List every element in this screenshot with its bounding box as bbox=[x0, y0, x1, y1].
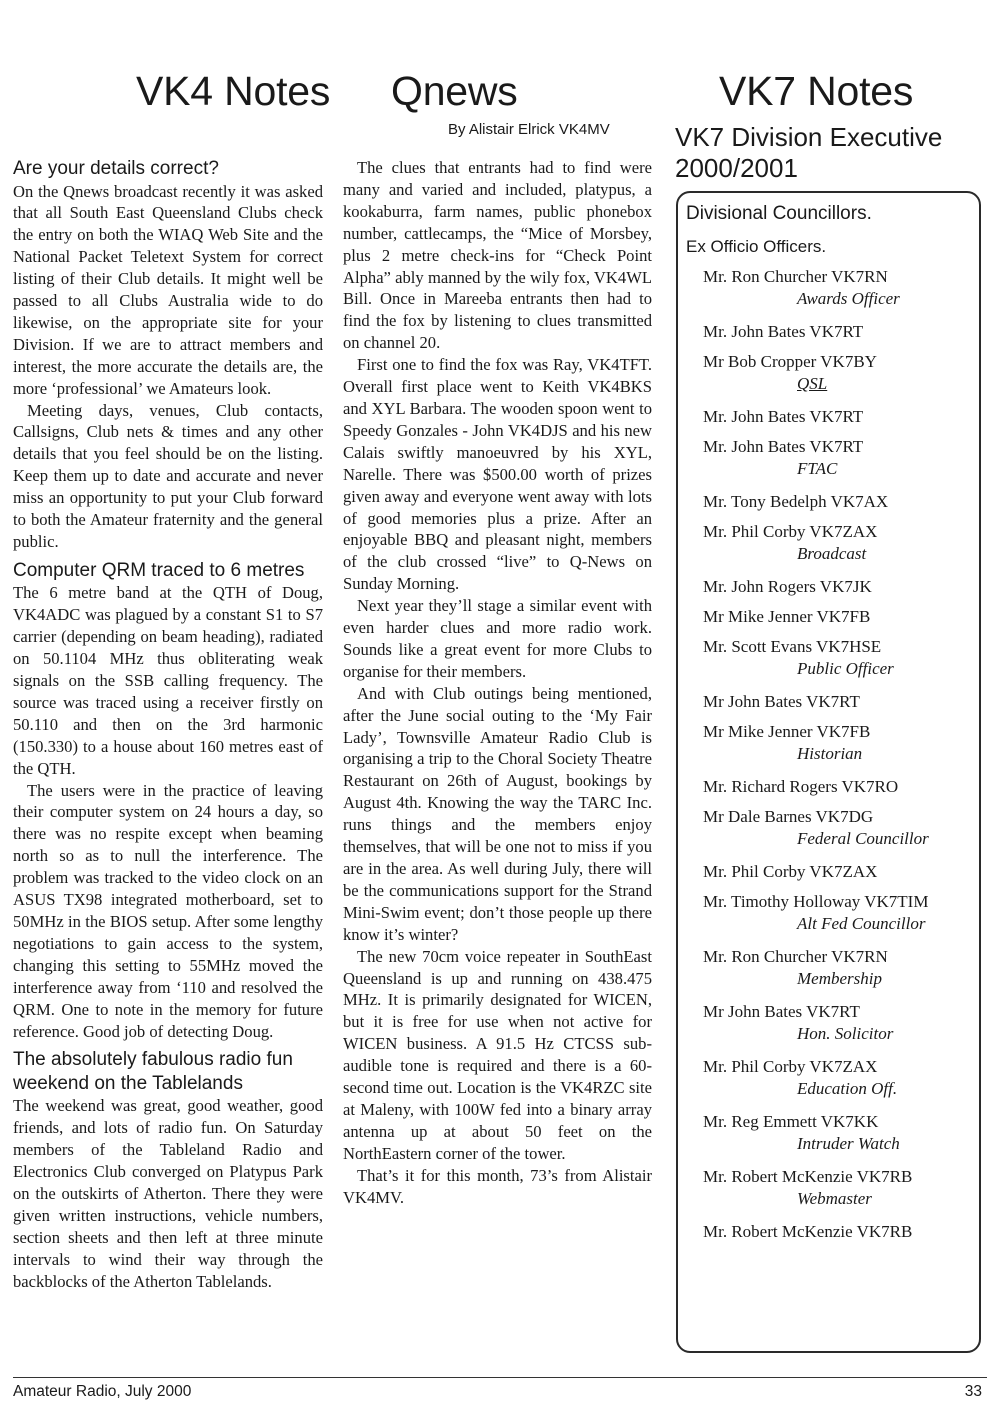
councillor-entry bbox=[686, 406, 979, 428]
councillor-entry bbox=[686, 806, 979, 850]
councillor-name: Mr Dale Barnes VK7DG bbox=[703, 807, 874, 826]
councillor-entry bbox=[686, 861, 979, 883]
councillor-name: Mr John Bates VK7RT bbox=[703, 692, 860, 711]
councillor-name: Mr Bob Cropper VK7BY bbox=[703, 352, 877, 371]
footer-publication: Amateur Radio, July 2000 bbox=[13, 1383, 192, 1400]
councillor-entry bbox=[686, 776, 979, 798]
councillor-entry bbox=[686, 491, 979, 513]
article-column-2 bbox=[343, 157, 652, 1209]
councillor-name: Mr Mike Jenner VK7FB bbox=[703, 722, 871, 741]
councillor-name: Mr. Robert McKenzie VK7RB bbox=[703, 1167, 913, 1186]
councillor-name: Mr. Richard Rogers VK7RO bbox=[703, 777, 899, 796]
councillor-role: Webmaster bbox=[797, 1189, 872, 1208]
councillor-entry bbox=[686, 1166, 979, 1210]
councillor-role: Federal Councillor bbox=[797, 829, 929, 848]
councillor-name: Mr. John Bates VK7RT bbox=[703, 437, 864, 456]
councillor-entry bbox=[686, 721, 979, 765]
councillor-entry bbox=[686, 1056, 979, 1100]
article-paragraph: Meeting days, venues, Club contacts, Callsigns, Club nets & times and any other details that you feel should be on the listing. Keep them up to date and accurate and never miss an opportunity to put your Club forward to both the Amateur fraternity and the general public. bbox=[13, 400, 323, 551]
councillor-name: Mr. Phil Corby VK7ZAX bbox=[703, 1057, 878, 1076]
councillor-role: Hon. Solicitor bbox=[797, 1024, 894, 1043]
councillor-entry bbox=[686, 521, 979, 565]
article-paragraph: On the Qnews broadcast recently it was asked that all South East Queensland Clubs check the entry on both the WIAQ Web Site and the National Packet Teletext System for correct listing of their Club details. It might well be passed to all Clubs Australia wide to do likewise, on the appropriate site for your Division. If we are to attract members and interest, the more accurate the details are, the more ‘professional’ we Amateurs look. bbox=[13, 181, 323, 398]
councillor-entry bbox=[686, 436, 979, 480]
councillor-entry bbox=[686, 636, 979, 680]
councillor-entry bbox=[686, 576, 979, 598]
councillor-name: Mr. Reg Emmett VK7KK bbox=[703, 1112, 879, 1131]
councillor-name: Mr. Phil Corby VK7ZAX bbox=[703, 522, 878, 541]
councillor-entry bbox=[686, 606, 979, 628]
councillor-name: Mr. Ron Churcher VK7RN bbox=[703, 267, 888, 286]
councillor-name: Mr. Tony Bedelph VK7AX bbox=[703, 492, 889, 511]
article-paragraph: And with Club outings being mentioned, after the June social outing to the ‘My Fair Lady’, Townsville Amateur Radio Club is organising a trip to the Choral Society Theatre Restaurant on 26th of August, bookings by August 4th. Knowing the way the TARC Inc. runs things and the members enjoy themselves, that will be one not to miss if you are in the area. As well during July, there will be the communications support for the Strand Mini-Swim event; don’t those people up there know it’s winter? bbox=[343, 683, 652, 944]
councillor-name: Mr. Phil Corby VK7ZAX bbox=[703, 862, 878, 881]
councillor-name: Mr John Bates VK7RT bbox=[703, 1002, 860, 1021]
councillor-entry bbox=[686, 351, 979, 395]
councillor-role: Intruder Watch bbox=[797, 1134, 900, 1153]
councillor-entry bbox=[686, 321, 979, 343]
vk4-notes-heading: VK4 Notes bbox=[136, 68, 331, 114]
councillor-role: Broadcast bbox=[797, 544, 867, 563]
councillor-entry bbox=[686, 1111, 979, 1155]
article-paragraph: The clues that entrants had to find were many and varied and included, platypus, a kookaburra, farm names, public phonebox number, cattlecamps, the “Mice of Morsbey, plus 2 metre check-ins for “Check Point Alpha” ably manned by the wily fox, VK4WL Bill. Once in Mareeba entrants then had to find the fox by listening to clues transmitted on channel 20. bbox=[343, 158, 652, 353]
ex-officio-subtitle: Ex Officio Officers. bbox=[686, 237, 827, 256]
councillor-role: Alt Fed Councillor bbox=[797, 914, 926, 933]
article-paragraph: First one to find the fox was Ray, VK4TFT. Overall first place went to Keith VK4BKS and XYL Barbara. The wooden spoon went to Speedy Gonzales - John VK4DJS and his new Calais swiftly manoeuvred by his XYL, Narelle. There was $500.00 worth of prizes given away and everyone went away with lots of good memories plus a prize. After an enjoyable BBQ and pleasant night, members of the club crossed “live” to Q-News on Sunday Morning. bbox=[343, 355, 652, 594]
councillor-entry bbox=[686, 1001, 979, 1045]
councillor-role: Education Off. bbox=[797, 1079, 898, 1098]
section-heading-qrm: Computer QRM traced to 6 metres bbox=[13, 559, 305, 581]
councillors-box-title: Divisional Councillors. bbox=[686, 203, 872, 224]
councillor-role: Historian bbox=[797, 744, 863, 763]
councillor-list bbox=[686, 266, 979, 1243]
councillor-name: Mr. John Bates VK7RT bbox=[703, 322, 864, 341]
councillor-entry bbox=[686, 266, 979, 310]
councillor-name: Mr Mike Jenner VK7FB bbox=[703, 607, 871, 626]
councillor-name: Mr. Scott Evans VK7HSE bbox=[703, 637, 882, 656]
councillor-name: Mr. John Rogers VK7JK bbox=[703, 577, 872, 596]
footer-page-number: 33 bbox=[964, 1383, 982, 1400]
councillor-entry bbox=[686, 691, 979, 713]
councillor-role: Membership bbox=[797, 969, 882, 988]
councillor-entry bbox=[686, 1221, 979, 1243]
article-paragraph: Next year they’ll stage a similar event with even harder clues and more radio work. Sounds like a great event for more Clubs to organise for their members. bbox=[343, 596, 652, 681]
article-paragraph: The users were in the practice of leaving their computer system on 24 hours a day, so there was no respite except when beaming north so as to null the interference. The problem was tracked to the video clock on an ASUS TX98 integrated motherboard, set to 50MHz in the BIOS setup. After some lengthy negotiations to gain access to the system, changing this setting to 55MHz moved the interference away from ‘110 and resolved the QRM. One to note in the memory for future reference. Good job of detecting Doug. bbox=[13, 780, 323, 1041]
qnews-heading: Qnews bbox=[391, 68, 518, 114]
article-paragraph: The weekend was great, good weather, good friends, and lots of radio fun. On Saturday members of the Tableland Radio and Electronics Club converged on Platypus Park on the outskirts of Atherton. There they were given written instructions, vehicle numbers, section sheets and then left at three minute intervals to wind their way through the backblocks of the Atherton Tablelands. bbox=[13, 1096, 323, 1291]
article-column-1 bbox=[13, 157, 323, 1293]
councillor-name: Mr. Timothy Holloway VK7TIM bbox=[703, 892, 929, 911]
councillor-role: QSL bbox=[797, 374, 828, 393]
divisional-councillors-box bbox=[676, 191, 981, 1353]
councillor-name: Mr. Ron Churcher VK7RN bbox=[703, 947, 888, 966]
councillor-name: Mr. John Bates VK7RT bbox=[703, 407, 864, 426]
article-paragraph: That’s it for this month, 73’s from Alistair VK4MV. bbox=[343, 1165, 652, 1207]
councillor-role: Public Officer bbox=[797, 659, 894, 678]
article-paragraph: The new 70cm voice repeater in SouthEast Queensland is up and running on 438.475 MHz. It is primarily designated for WICEN, but it is free for use when not active for WICEN business. A 91.5 Hz CTCSS sub-audible tone is required and there is a 60-second time out. Location is the VK4RZC site at Maleny, with 100W fed into a binary array antenna up at about 50 feet on the NorthEastern corner of the tower. bbox=[343, 946, 652, 1163]
councillor-entry bbox=[686, 946, 979, 990]
article-paragraph: The 6 metre band at the QTH of Doug, VK4ADC was plagued by a constant S1 to S7 carrier (depending on beam heading), radiated on 50.1104 MHz thus obliterating weak signals on the SSB calling frequency. The source was traced using a receiver firstly on 50.110 and then on the 3rd harmonic (150.330) to a house about 160 metres east of the QTH. bbox=[13, 583, 323, 778]
councillor-name: Mr. Robert McKenzie VK7RB bbox=[703, 1222, 913, 1241]
footer-rule bbox=[13, 1377, 987, 1378]
section-heading-details: Are your details correct? bbox=[13, 158, 219, 179]
vk7-notes-heading: VK7 Notes bbox=[719, 68, 914, 114]
section-heading-weekend: The absolutely fabulous radio fun weekend on the Tablelands bbox=[13, 1049, 293, 1094]
councillor-entry bbox=[686, 891, 979, 935]
vk7-executive-heading: VK7 Division Executive 2000/2001 bbox=[675, 122, 943, 183]
byline: By Alistair Elrick VK4MV bbox=[448, 121, 610, 138]
councillor-role: Awards Officer bbox=[797, 289, 900, 308]
councillor-role: FTAC bbox=[797, 459, 838, 478]
